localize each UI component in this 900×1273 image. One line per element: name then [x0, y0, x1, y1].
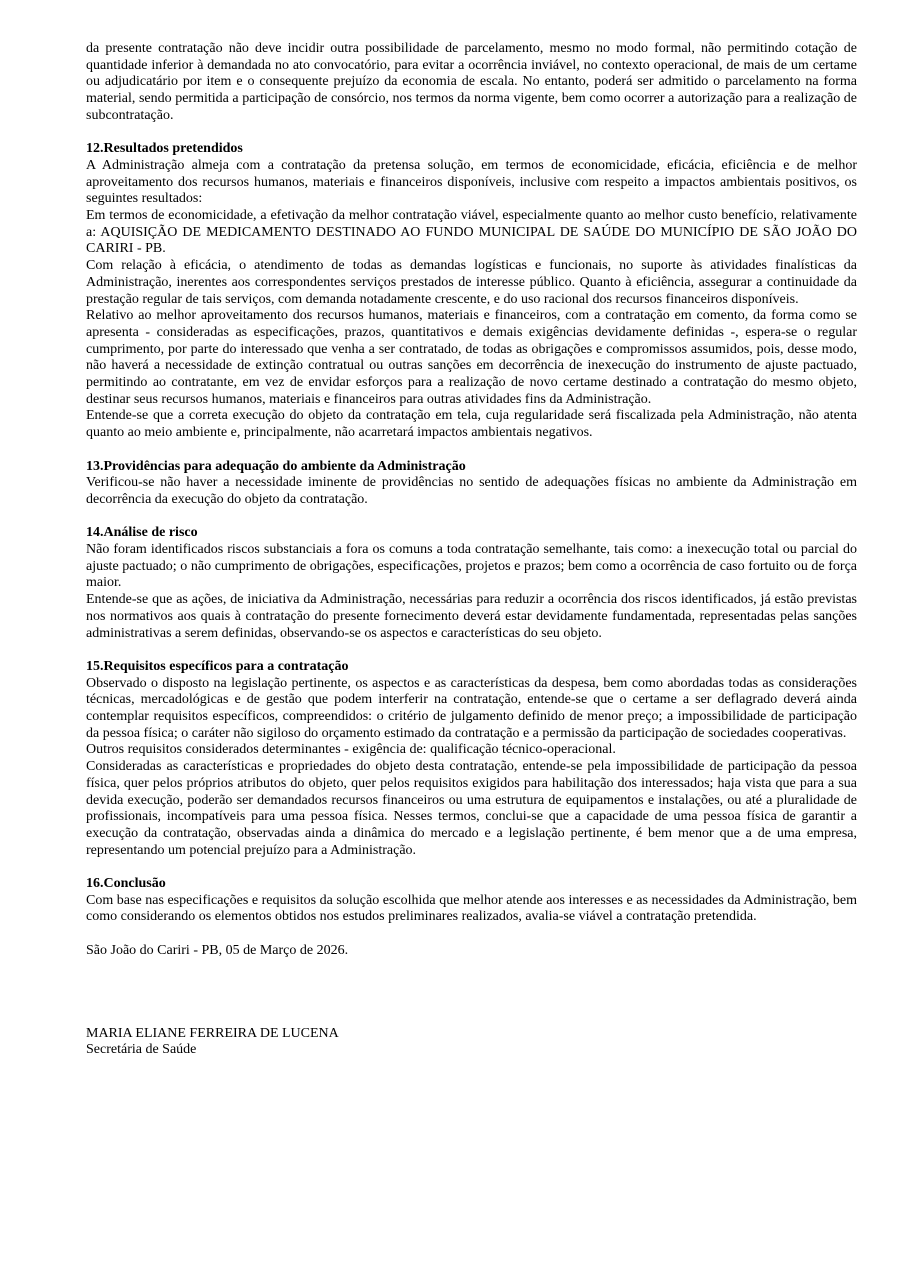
section [86, 642, 857, 859]
signatory-role: Secretária de Saúde [86, 1042, 197, 1058]
section-paragraph: Consideradas as características e propriedades do objeto desta contratação, entende-se pela impossibilidade de participação da pessoa física, quer pelos próprios atributos do objeto, quer pelos requisitos exigidos para habilitação dos interessados; haja vista que para a sua devida execução, poderão ser demandados recursos financeiros ou uma estrutura de equipamentos e instalações, ou até a pluralidade de profissionais, incompatíveis para uma pessoa física. Nesses termos, conclui-se que a capacidade de uma pessoa física de garantir a execução da contratação, observadas ainda a dinâmica do mercado e a legislação pertinente, é bem menor que a de uma empresa, representando um potencial prejuízo para a Administração. [86, 759, 857, 858]
signatory-name: MARIA ELIANE FERREIRA DE LUCENA [86, 1025, 339, 1041]
section-paragraph: Outros requisitos considerados determinantes - exigência de: qualificação técnico-operacional. [86, 742, 616, 758]
section-paragraph: Observado o disposto na legislação pertinente, os aspectos e as características da despesa, bem como abordadas todas as considerações técnicas, mercadológicas e de gestão que podem interferir na contratação, entende-se que o certame a ser deflagrado deverá ainda contemplar requisitos específicos, compreendidos: o critério de julgamento definido de menor preço; a impossibilidade de participação da pessoa física; o caráter não sigiloso do orçamento estimado da contratação e a permissão da participação de sociedades cooperativas. [86, 675, 857, 741]
section-paragraph: Entende-se que as ações, de iniciativa da Administração, necessárias para reduzir a ocorrência dos riscos identificados, já estão previstas nos normativos aos quais à contratação do presente fornecimento deverá estar devidamente fundamentada, representadas pelas sanções administrativas a serem definidas, observando-se os aspectos e características do seu objeto. [86, 592, 857, 641]
section-heading: 16.Conclusão [86, 876, 166, 892]
date-line: São João do Cariri - PB, 05 de Março de 2026. [86, 942, 349, 958]
section-paragraph: Relativo ao melhor aproveitamento dos recursos humanos, materiais e financeiros, com a contratação em comento, da forma como se apresenta - consideradas as especificações, prazos, quantitativos e demais exigências devidamente definidas -, espera-se o regular cumprimento, por parte do interessado que venha a ser contratado, de todas as obrigações e compromissos assumidos, pois, desse modo, não haverá a necessidade de extinção contratual ou outras sanções em decorrência de inexecução do instrumento de ajuste pactuado, permitindo ao contratante, em vez de envidar esforços para a realização de novo certame destinado a contratação do mesmo objeto, destinar seus recursos humanos, materiais e financeiros para outras atividades fins da Administração. [86, 308, 857, 407]
section [86, 859, 857, 926]
section-heading: 12.Resultados pretendidos [86, 141, 243, 157]
section-paragraph: Em termos de economicidade, a efetivação da melhor contratação viável, especialmente quanto ao melhor custo benefício, relativamente a: AQUISIÇÃO DE MEDICAMENTO DESTINADO AO FUNDO MUNICIPAL DE SAÚDE DO MUNICÍPIO DE SÃO JOÃO DO CARIRI - PB. [86, 208, 857, 257]
intro-paragraph: da presente contratação não deve incidir outra possibilidade de parcelamento, mesmo no modo formal, não permitindo cotação de quantidade inferior à demandada no ato convocatório, para evitar a ocorrência inviável, no contexto operacional, de mais de um certame ou adjudicatário por item e o consequente prejuízo da economia de escala. No entanto, poderá ser admitido o parcelamento na forma material, sendo permitida a participação de consórcio, nos termos da norma vigente, bem como ocorrer a autorização para a realização de subcontratação. [86, 41, 857, 123]
section [86, 442, 857, 509]
section-heading: 14.Análise de risco [86, 525, 198, 541]
section-paragraph: Não foram identificados riscos substanciais a fora os comuns a toda contratação semelhante, tais como: a inexecução total ou parcial do ajuste pactuado; o não cumprimento de obrigações, especificações, projetos e prazos; bem como a ocorrência de caso fortuito ou de força maior. [86, 542, 857, 591]
document-page [86, 41, 857, 1059]
section [86, 125, 857, 442]
signature-block [86, 1010, 857, 1059]
section-paragraph: A Administração almeja com a contratação da pretensa solução, em termos de economicidade, eficácia, eficiência e de melhor aproveitamento dos recursos humanos, materiais e financeiros disponíveis, inclusive com respeito a impactos ambientais positivos, os seguintes resultados: [86, 157, 857, 207]
section-paragraph: Com relação à eficácia, o atendimento de todas as demandas logísticas e funcionais, no suporte às atividades finalísticas da Administração, inerentes aos correspondentes serviços prestados de interesse público. Quanto à eficiência, assegurar a continuidade da prestação regular de tais serviços, com demanda notadamente crescente, e do uso racional dos recursos financeiros disponíveis. [86, 258, 857, 307]
section-paragraph: Entende-se que a correta execução do objeto da contratação em tela, cuja regularidade será fiscalizada pela Administração, não atenta quanto ao meio ambiente e, principalmente, não acarretará impactos ambientais negativos. [86, 408, 857, 441]
section [86, 509, 857, 643]
section-paragraph: Com base nas especificações e requisitos da solução escolhida que melhor atende aos interesses e as necessidades da Administração, bem como considerando os elementos obtidos nos estudos preliminares realizados, avalia-se viável a contratação pretendida. [86, 892, 857, 925]
section-paragraph: Verificou-se não haver a necessidade iminente de providências no sentido de adequações físicas no ambiente da Administração em decorrência da execução do objeto da contratação. [86, 475, 857, 507]
section-heading: 13.Providências para adequação do ambiente da Administração [86, 458, 466, 474]
section-heading: 15.Requisitos específicos para a contratação [86, 658, 349, 674]
